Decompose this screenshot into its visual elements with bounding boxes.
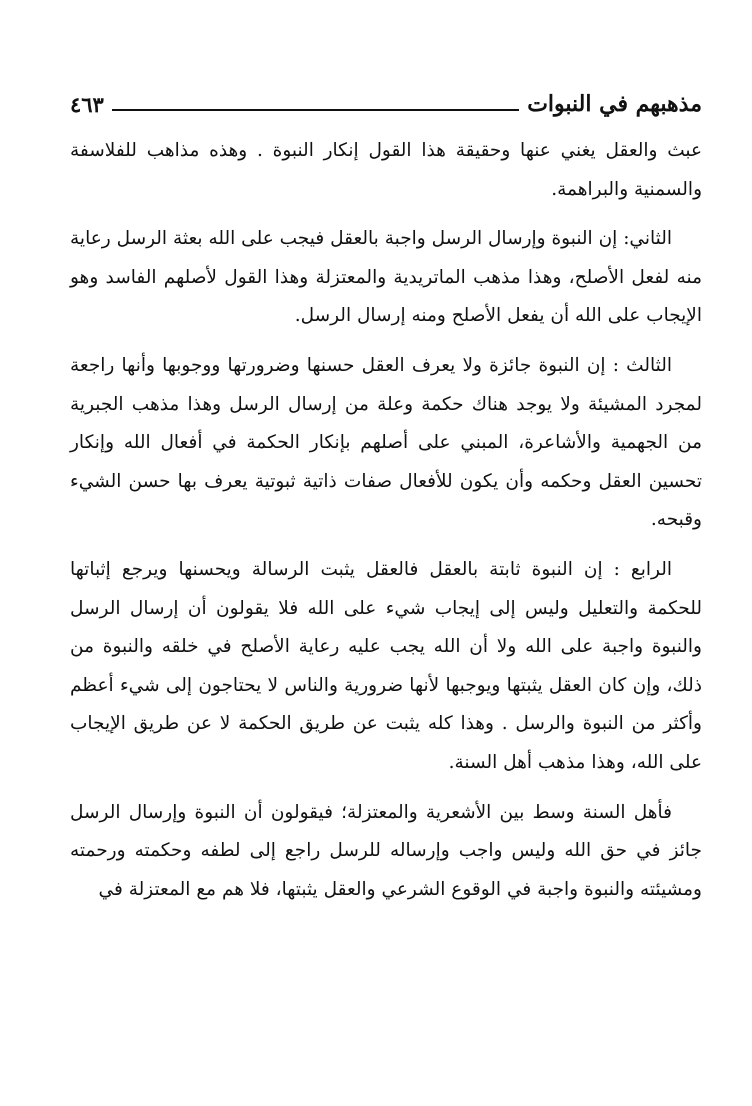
book-page xyxy=(70,84,702,920)
header-rule xyxy=(112,109,519,111)
running-header xyxy=(70,84,702,124)
chapter-title: مذهبهم في النبوات xyxy=(527,91,702,117)
paragraph-second-view: الثاني: إن النبوة وإرسال الرسل واجبة بالعقل فيجب على الله بعثة الرسل رعاية منه لفعل الأصلح، وهذا مذهب الماتريدية والمعتزلة وهذا القول لأصلهم الفاسد وهو الإيجاب على الله أن يفعل الأصلح ومنه إرسال الرسل. xyxy=(70,228,702,327)
page-number: ٤٦٣ xyxy=(70,91,104,117)
paragraph-ahl-sunnah: فأهل السنة وسط بين الأشعرية والمعتزلة؛ فيقولون أن النبوة وإرسال الرسل جائز في حق الله وليس واجب وإرساله للرسل راجع إلى لطفه وحكمته ورحمته ومشيئته والنبوة واجبة في الوقوع الشرعي والعقل يثبتها، فلا هم مع المعتزلة في xyxy=(70,801,702,900)
paragraph-fourth-view: الرابع : إن النبوة ثابتة بالعقل فالعقل يثبت الرسالة ويحسنها ويرجع إثباتها للحكمة والتعليل وليس إلى إيجاب شيء على الله فلا يقولون أن إرسال الرسل والنبوة واجبة على الله ولا أن الله يجب عليه رعاية الأصلح في خلقه والنبوة من ذلك، وإن كان العقل يثبتها ويوجبها لأنها ضرورية والناس لا يحتاجون إلى شيء أعظم وأكثر من النبوة والرسل . وهذا كله يثبت عن طريق الحكمة لا عن طريق الإيجاب على الله، وهذا مذهب أهل السنة. xyxy=(70,558,702,773)
paragraph-continuation: عبث والعقل يغني عنها وحقيقة هذا القول إنكار النبوة . وهذه مذاهب للفلاسفة والسمنية والبراهمة. xyxy=(70,140,702,200)
body-text xyxy=(70,132,702,909)
paragraph-third-view: الثالث : إن النبوة جائزة ولا يعرف العقل حسنها وضرورتها ووجوبها وأنها راجعة لمجرد المشيئة ولا يوجد هناك حكمة وعلة من إرسال الرسل وهذا مذهب الجبرية من الجهمية والأشاعرة، المبني على أصلهم بإنكار الحكمة في أفعال الله وإنكار تحسين العقل وحكمه وأن يكون للأفعال صفات ذاتية ثبوتية يعرف بها حسن الشيء وقبحه. xyxy=(70,354,702,531)
